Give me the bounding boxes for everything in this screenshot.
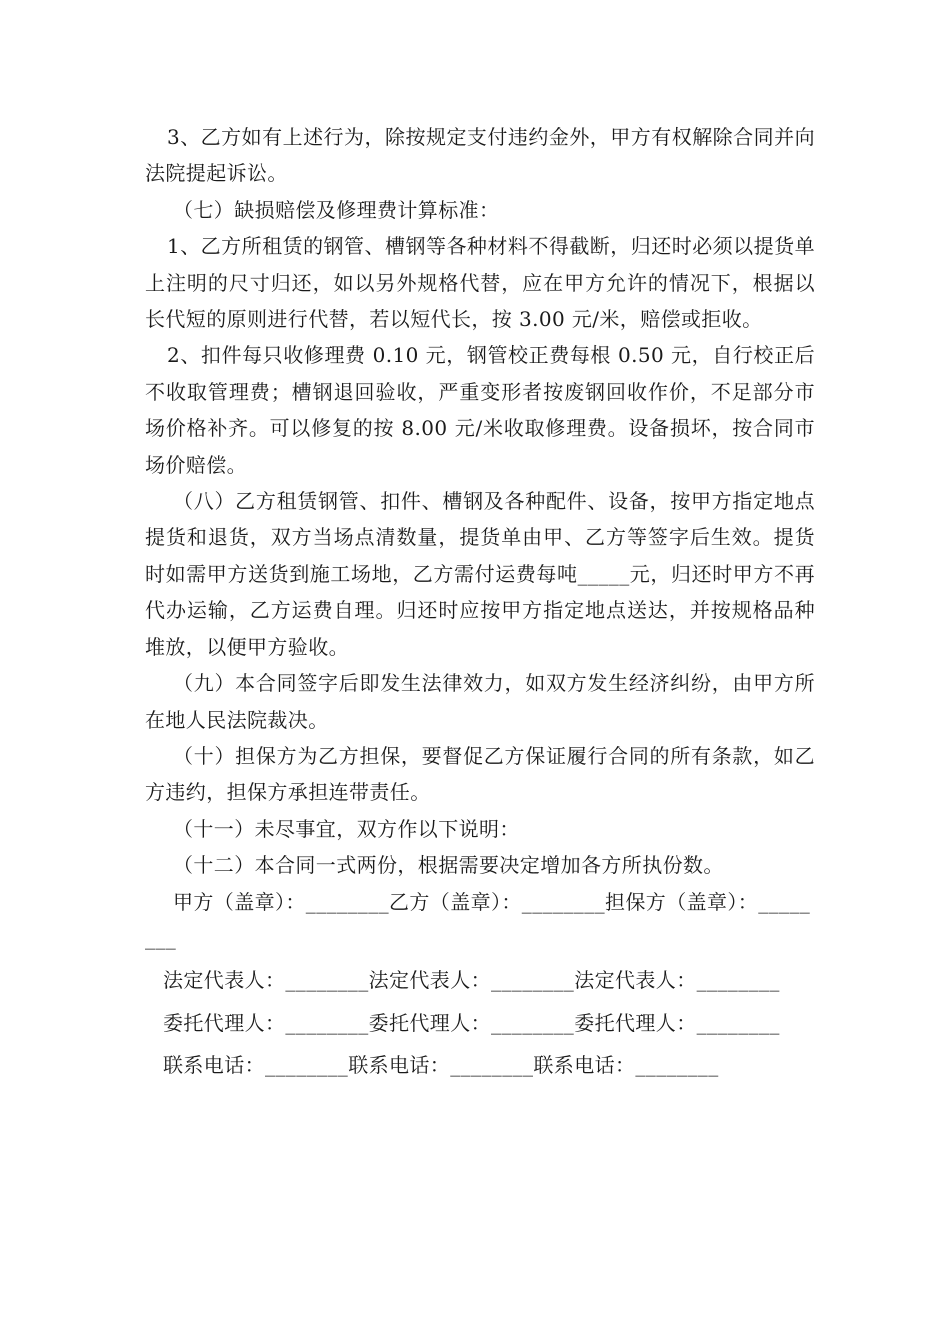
signature-legal-rep-line: 法定代表人：________法定代表人：________法定代表人：________	[163, 968, 780, 993]
clause-10: （十）担保方为乙方担保，要督促乙方保证履行合同的所有条款，如乙方违约，担保方承担连带责任。	[145, 743, 815, 805]
clause-9: （九）本合同签字后即发生法律效力，如双方发生经济纠纷，由甲方所在地人民法院裁决。	[145, 671, 815, 732]
clause-7-item-1: 1、乙方所租赁的钢管、槽钢等各种材料不得截断，归还时必须以提货单上注明的尺寸归还，如以另外规格代替，应在甲方允许的情况下，根据以长代短的原则进行代替，若以短代长，按 3.00 元/米，赔偿或拒收。	[145, 234, 815, 332]
clause-7-heading: （七）缺损赔偿及修理费计算标准：	[173, 197, 500, 222]
clause-6-item-3: 3、乙方如有上述行为，除按规定支付违约金外，甲方有权解除合同并向法院提起诉讼。	[145, 125, 815, 186]
contract-body	[145, 119, 815, 1084]
clause-7-item-2: 2、扣件每只收修理费 0.10 元，钢管校正费每根 0.50 元，自行校正后不收取管理费；槽钢退回验收，严重变形者按废钢回收作价，不足部分市场价格补齐。可以修复的按 8.00 元/米收取修理费。设备损坏，按合同市场价赔偿。	[145, 343, 815, 477]
signature-phone-line: 联系电话：________联系电话：________联系电话：________	[163, 1053, 719, 1078]
signature-seal-line: 甲方（盖章）：________乙方（盖章）：________担保方（盖章）：________	[145, 889, 811, 950]
signature-agent-line: 委托代理人：________委托代理人：________委托代理人：________	[163, 1010, 780, 1035]
clause-12: （十二）本合同一式两份，根据需要决定增加各方所执份数。	[173, 853, 724, 878]
clause-8: （八）乙方租赁钢管、扣件、槽钢及各种配件、设备，按甲方指定地点提货和退货，双方当场点清数量，提货单由甲、乙方等签字后生效。提货时如需甲方送货到施工场地，乙方需付运费每吨_____元，归还时甲方不再代办运输，乙方运费自理。归还时应按甲方指定地点送达，并按规格品种堆放，以便甲方验收。	[145, 489, 815, 659]
clause-11: （十一）未尽事宜，双方作以下说明：	[173, 816, 520, 841]
